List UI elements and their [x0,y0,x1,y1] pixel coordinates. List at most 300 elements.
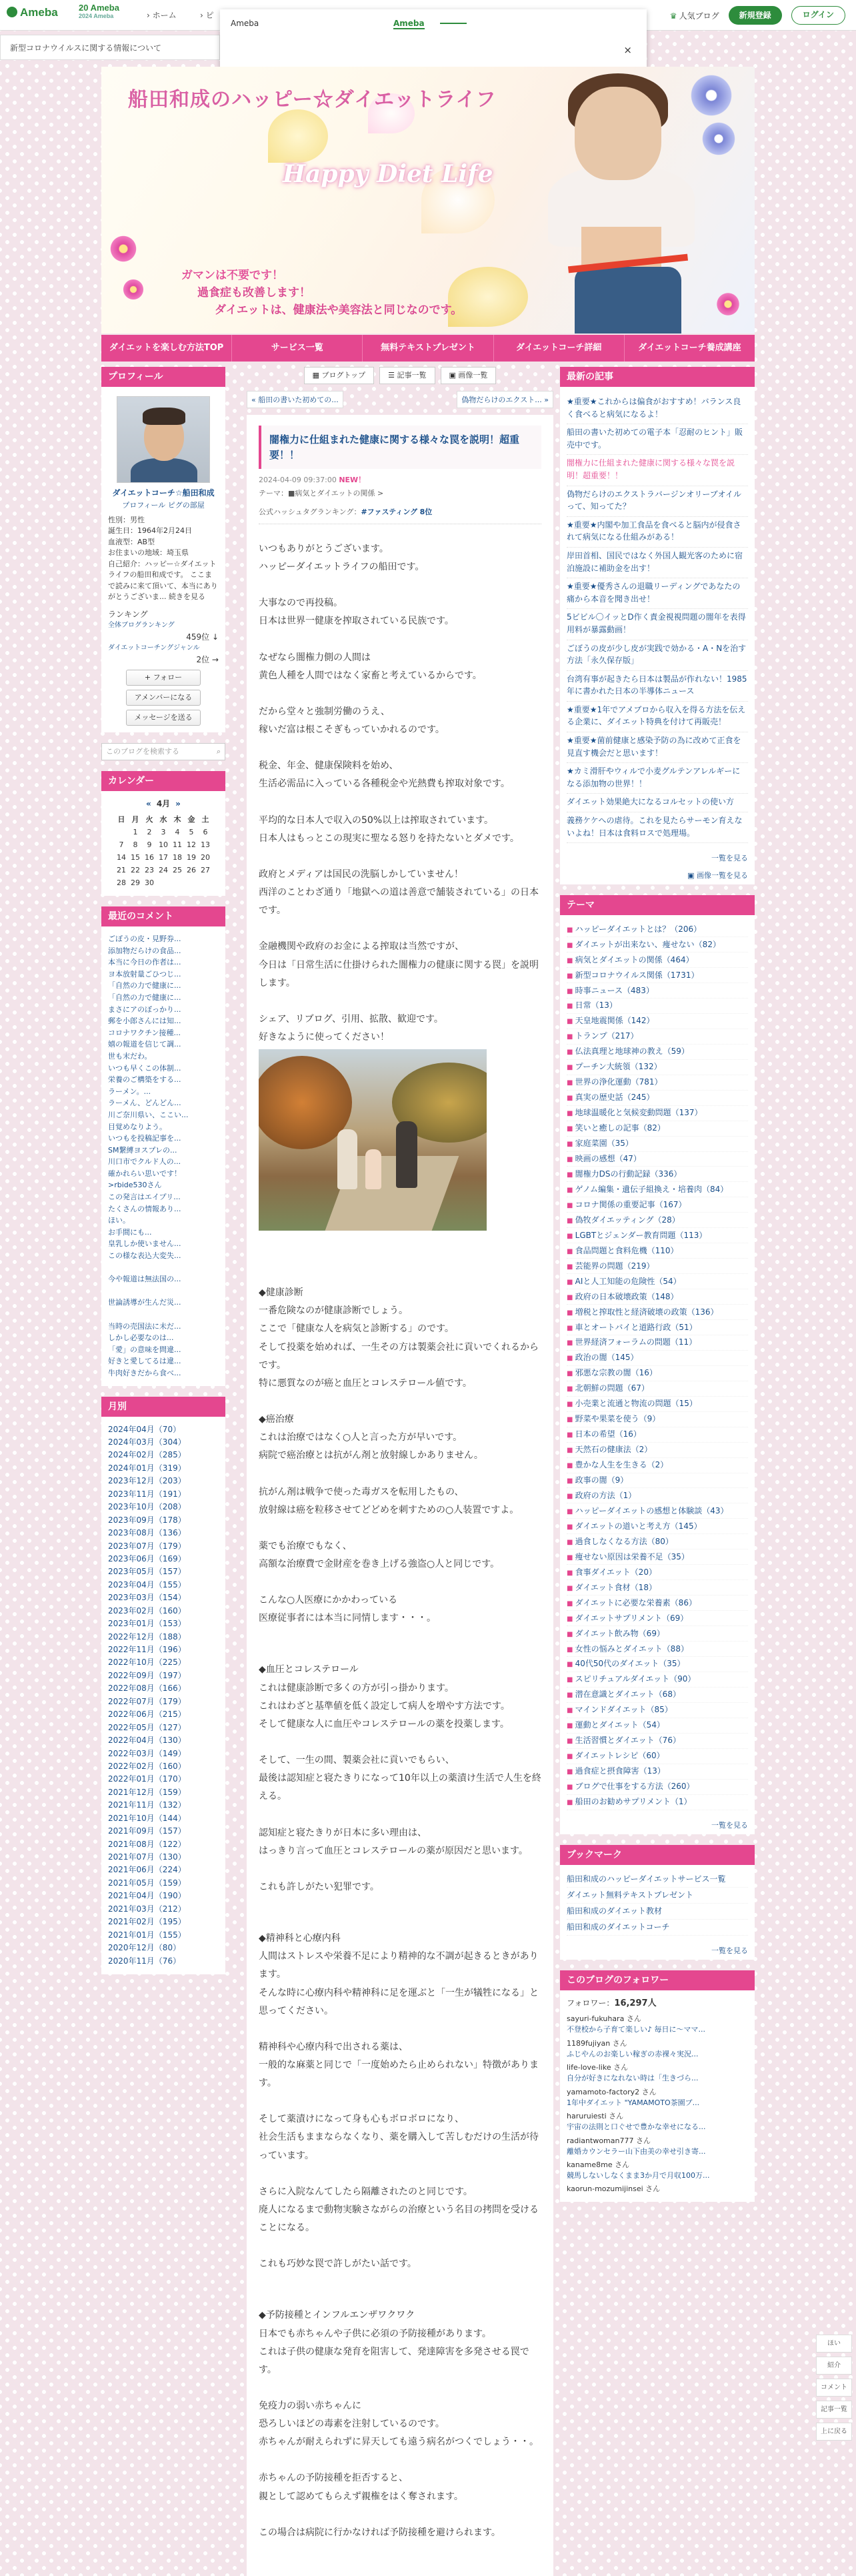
prev-article-link[interactable]: « 船田の書いた初めての... [247,391,343,408]
theme-link[interactable]: ■ 生活習慣とダイエット（76） [567,1734,748,1749]
archive-month-link[interactable]: 2021年12月（159） [108,1787,186,1797]
article-theme[interactable]: テーマ：■病気とダイエットの関係 > [259,489,384,498]
recent-comment-link[interactable]: ごぼうの皮・見野券... [108,934,181,944]
follower-blog-link[interactable]: 離婚カウンセラー山下由美の幸せ引き寄... [567,2146,706,2156]
menu-item-services[interactable]: サービス一覧 [232,335,363,362]
archive-month-link[interactable]: 2022年08月（166） [108,1684,186,1694]
archive-month-link[interactable]: 2022年11月（196） [108,1645,186,1655]
theme-link[interactable]: ■ 闇権力DSの行動記録（336） [567,1167,748,1182]
ranking-genre[interactable] [108,643,219,666]
archive-month-link[interactable]: 2021年05月（159） [108,1878,186,1888]
article-paragraph: 認知症と寝たきりが日本に多い理由は、 はっきり言って血圧とコレステロールの薬が原因だと思います。 [259,1827,528,1856]
tab-blog-top[interactable] [304,367,375,384]
article-paragraph: 税金、年金、健康保険料を始め、 生活必需品に入っている各種税金や光熱費も搾取対象です。 [259,760,510,790]
article-paragraph: 大事なので再投稿。 日本は世界一健康を搾取されている民族です。 [259,598,454,627]
article-paragraph: 精神科や心療内科で出される薬は、 一般的な麻薬と同じで「一度始めたら止められない」特徴があります。 [259,2041,539,2089]
theme-link[interactable]: ■ AIと人工知能の危険性（54） [567,1274,748,1289]
blog-title[interactable]: 船田和成のハッピー☆ダイエットライフ [128,88,497,111]
recent-entry-link[interactable]: 5ビビル〇イッとD作く責金視視問題の闇年を表得用料が暴露動画！ [567,609,748,640]
theme-link[interactable]: ■ 映画の感想（47） [567,1152,748,1167]
follower-blog-link[interactable]: ふじやんのお楽しい稼ぎの赤裸々実況... [567,2049,699,2058]
article-title[interactable]: 闇権力に仕組まれた健康に関する様々な罠を説明！超重要！！ [259,426,541,469]
header-model-image [528,67,741,334]
theme-link[interactable]: ■ ダイエットの道いと考え方（145） [567,1519,748,1534]
recent-entry-link[interactable]: 台湾有事が起きたら日本は製品が作れない！1985年に書かれた日本の半導体ニュース [567,671,748,702]
recent-comment-link[interactable] [108,1285,219,1297]
theme-link[interactable]: ■ ダイエット飲み物（69） [567,1626,748,1642]
calendar-day[interactable]: 2 [147,827,152,836]
article-paragraph: ◆癌治療 これは治療ではなく○人と言った方が早いです。 病院で癌治療とは抗がん剤と放射線しかありません。 [259,1414,483,1461]
calendar-day[interactable]: 17 [159,852,168,862]
calendar-day[interactable]: 19 [187,852,196,862]
calendar-day[interactable]: 24 [159,865,168,874]
theme-link[interactable]: ■ 世界経済フォーラムの問題（11） [567,1335,748,1351]
tab-article-list[interactable] [379,367,435,384]
theme-link[interactable]: ■ スピリチュアルダイエット（90） [567,1672,748,1688]
recent-comment-link[interactable]: 当時の売国法に未だ... [108,1321,181,1331]
menu-item-free-text[interactable]: 無料テキストプレゼント [363,335,493,362]
calendar-day[interactable]: 1 [133,827,138,836]
article-paragraph: 政府とメディアは国民の洗脳しかしていません！ 西洋のことわざ通り「地獄への道は善意で舗装されている」の日本です。 [259,868,539,916]
theme-link[interactable]: ■ 豊かな人生を生きる（2） [567,1458,748,1473]
article-paragraph: だから堂々と強制労働のうえ、 稼いだ富は根こそぎもっていかれるのです。 [259,706,445,736]
hashtag[interactable]: #ファスティング [361,508,418,516]
theme-link[interactable]: ■ 小売業と流通と物流の問題（15） [567,1397,748,1412]
calendar-weekday: 土 [201,814,209,824]
theme-link[interactable]: ■ ハッピーダイエットの感想と体験談（43） [567,1503,748,1519]
theme-link[interactable]: ■ 過食しなくなる方法（80） [567,1534,748,1549]
follower-blog-link[interactable]: 自分が好きになれない時は「生きづら... [567,2074,699,2083]
recent-comment-link[interactable] [108,1309,219,1321]
recent-comment-link[interactable]: 川ご奈川県い、ここい... [108,1110,189,1119]
theme-link[interactable]: ■ プーチン大統領（132） [567,1060,748,1075]
recent-comment-link[interactable]: 皇乳しか使いません... [108,1239,181,1249]
menu-item-top[interactable]: ダイエットを楽しむ方法TOP [101,335,232,362]
archive-month-link[interactable]: 2022年12月（188） [108,1632,186,1642]
recent-comment-link[interactable]: この発言はエイプリ... [108,1193,181,1202]
nav-blog-link[interactable]: › ピ [200,11,214,20]
recent-comment-link[interactable]: 牛肉好きだから食べ... [108,1368,181,1377]
recent-entry-link[interactable]: 偽物だらけのエクストラバージンオリーブオイルって、知ってた？ [567,486,748,517]
archive-month-link[interactable]: 2022年06月（215） [108,1710,186,1720]
theme-link[interactable]: ■ 増税と搾取性と経済破壊の政策（136） [567,1305,748,1320]
bookmark-more-link[interactable]: 一覧を見る [711,1946,748,1956]
archive-month-link[interactable]: 2021年11月（132） [108,1800,186,1810]
recent-comment-link[interactable]: ほい。 [108,1216,130,1225]
tagline-line-3: ダイエットは、健康法や美容法と同じなのです。 [215,303,463,317]
ranking-genre-value: 2位 → [196,654,219,664]
archive-month-link[interactable]: 2022年09月（197） [108,1670,186,1680]
calendar-day[interactable]: 27 [201,865,210,874]
tab-image-list-label: 画像一覧 [458,371,488,380]
calendar-day[interactable]: 25 [173,865,182,874]
theme-link[interactable]: ■ 女性の悩みとダイエット（88） [567,1642,748,1657]
profile-name[interactable]: ダイエットコーチ☆船田和成 [112,488,215,498]
calendar-day [115,826,129,838]
article [247,415,553,2576]
recent-comment-link[interactable]: まさにアのぼっかり... [108,1005,181,1014]
recent-entry-link[interactable]: ごぼうの皮が少し皮が実践で効かる・A・Nを治す方法「永久保存版」 [567,640,748,671]
article-paragraph: いつもありがとうございます。 ハッピーダイエットライフの船田です。 [259,544,425,573]
follower-user[interactable]: haruruiesti さん [567,2112,624,2121]
calendar-day[interactable]: 6 [203,827,208,836]
theme-link[interactable]: ■ 食事ダイエット（20） [567,1565,748,1580]
recent-entry-link[interactable]: ★カミ滑肝やウィルで小麦グルテンアレルギーになる添加物の世界！！ [567,763,748,794]
anniversary-badge [79,3,119,21]
theme-link[interactable]: ■ トランプ（217） [567,1029,748,1045]
theme-link[interactable]: ■ 政治の闇（145） [567,1351,748,1366]
theme-link[interactable]: ■ ゲノム編集・遺伝子組換え・培養肉（84） [567,1182,748,1197]
image-list-link[interactable] [560,867,755,884]
theme-link[interactable]: ■ 天然石の健康法（2） [567,1443,748,1458]
archive-month-link[interactable]: 2020年12月（80） [108,1943,181,1953]
signup-button[interactable]: 新規登録 [729,6,782,25]
theme-link[interactable]: ■ 船田のお勧めサプリメント（1） [567,1795,748,1810]
theme-link[interactable]: ■ 食品問題と食料危機（110） [567,1243,748,1259]
recent-comment-link[interactable]: 好きと愛してるは違... [108,1357,181,1366]
theme-link[interactable]: ■ 運動とダイエット（54） [567,1718,748,1734]
theme-link[interactable]: ■ 偽牧ダイエッティング（28） [567,1213,748,1228]
archive-month-link[interactable]: 2024年03月（304） [108,1437,186,1447]
ameba-logo[interactable] [7,6,58,19]
recent-comment-link[interactable]: ヨ本放射量ごひつじ... [108,969,181,979]
menu-item-coach[interactable]: ダイエットコーチ詳細 [494,335,625,362]
ranking-overall[interactable] [108,620,219,643]
recent-comments-box [101,906,225,1386]
message-button[interactable]: メッセージを送る [126,710,201,726]
recent-comment-link[interactable]: しかし必要なのは... [108,1333,174,1343]
calendar-day[interactable]: 28 [117,878,126,887]
calendar-day[interactable]: 8 [133,840,138,849]
follower-user[interactable]: yamamoto-factory2 さん [567,2087,657,2096]
recent-more-link[interactable]: 一覧を見る [711,854,748,863]
follower-user[interactable]: life-love-like さん [567,2063,629,2072]
profile-info-line: 血液型：AB型 [108,537,155,546]
calendar-day[interactable]: 23 [145,865,154,874]
recent-comment-link[interactable]: お手間にも... [108,1227,152,1237]
theme-link[interactable]: ■ 邪悪な宗教の闇（16） [567,1366,748,1381]
archive-box [101,1397,225,1974]
recent-comment-link[interactable] [108,1262,219,1274]
archive-month-link[interactable]: 2023年04月（155） [108,1579,186,1589]
archive-month-link[interactable]: 2023年06月（169） [108,1553,186,1563]
recent-entry-link[interactable]: ★重要★内閣や加工食品を食べると脳内が侵食されて病気になる仕組みがある！ [567,517,748,548]
calendar-day[interactable]: 7 [119,840,124,849]
profile-info-line: 性別：男性 [108,515,145,524]
calendar-day[interactable]: 29 [131,878,140,887]
recent-comment-link[interactable]: コロナワクチン接種... [108,1028,181,1037]
archive-month-link[interactable]: 2023年07月（179） [108,1541,186,1551]
recent-comment-link[interactable]: 栄養のご構築をする... [108,1075,181,1085]
nav-home-link[interactable]: › ホーム [147,11,177,20]
theme-link[interactable]: ■ 家庭菜園（35） [567,1137,748,1152]
image-list-label: 画像一覧を見る [697,871,748,880]
recent-entry-link[interactable]: ダイエット効果絶大になるコルセットの使い方 [567,794,748,812]
login-button[interactable]: ログイン [791,6,845,25]
bookmark-link[interactable]: 船田和成のダイエットコーチ [567,1920,748,1936]
recent-entry-link[interactable]: ★重要★優秀さんの退職リーディングであなたの痛から本音を聞き出せ！ [567,578,748,609]
home-icon: ▦ [312,371,322,380]
article-paragraph: そして、一生の間、製薬会社に貢いでもらい、 最後は認知症と寝たきりになって10年以上の薬漬け生活で人生を終える。 [259,1755,541,1802]
recent-comment-link[interactable]: 「自然の力で健康に... [108,981,181,991]
theme-link[interactable]: ■ 時事ニュース（483） [567,983,748,999]
archive-month-link[interactable]: 2023年03月（154） [108,1593,186,1603]
theme-link[interactable]: ■ LGBTとジェンダー教育問題（113） [567,1228,748,1243]
archive-month-link[interactable]: 2023年10月（208） [108,1502,186,1512]
recent-entry-link[interactable]: 船田の書いた初めての電子本「忍耐のヒント」販売中です。 [567,424,748,455]
overlay-label-center[interactable]: Ameba [393,19,425,28]
recent-comment-link[interactable]: ラーメん、どんどん... [108,1099,181,1108]
calendar-box [101,771,225,896]
archive-month-link[interactable]: 2021年07月（130） [108,1852,186,1862]
popular-blogs-label: 人気ブログ [679,11,719,21]
calendar-day[interactable]: 14 [117,852,126,862]
recent-comment-link[interactable]: この様な表込大変失... [108,1251,181,1261]
follower-user[interactable]: kaname8me さん [567,2160,630,2170]
theme-link[interactable]: ■ 芸能界の問題（219） [567,1259,748,1274]
recent-comment-link[interactable]: 世も末だわ。 [108,1051,152,1061]
archive-month-link[interactable]: 2022年02月（160） [108,1761,186,1771]
archive-month-link[interactable]: 2024年04月（70） [108,1424,181,1434]
archive-month-link[interactable]: 2021年02月（195） [108,1917,186,1927]
archive-month-link[interactable]: 2023年08月（136） [108,1528,186,1538]
floating-share[interactable]: 紹介 [816,2357,852,2375]
theme-link[interactable]: ■ 新型コロナウイルス関係（1731） [567,968,748,983]
amember-button[interactable]: アメンバーになる [126,690,201,706]
new-badge: NEW！ [339,476,366,484]
theme-link[interactable]: ■ 野菜や果菜を使う（9） [567,1412,748,1427]
ad-overlay [220,9,647,69]
follower-user[interactable]: sayuri-fukuhara さん [567,2014,641,2024]
article-paragraph: こんな○人医療にかかわっている 医療従事者には本当に同情します・・・。 [259,1595,436,1624]
recent-entry-link[interactable]: 義務ケケへの虐待。これを見たらサーモン育えないよね！日本は食料ロスで処理場。 [567,812,748,843]
follower-user[interactable]: radiantwoman777 さん [567,2136,651,2145]
theme-link[interactable]: ■ 政府の方法（1） [567,1488,748,1503]
calendar-day[interactable]: 13 [201,840,210,849]
recent-comment-link[interactable]: 「愛」の意味を問違... [108,1345,181,1354]
theme-link[interactable]: ■ マインドダイエット（85） [567,1703,748,1718]
theme-link[interactable]: ■ 過食症と摂食障害（13） [567,1764,748,1780]
archive-month-link[interactable]: 2022年04月（130） [108,1736,186,1746]
follower-blog-link[interactable]: 不登校から子育て楽しい♪ 毎日に〜ママ... [567,2025,706,2034]
theme-link[interactable]: ■ 痩せない原因は栄養不足（35） [567,1549,748,1565]
calendar-day[interactable]: 3 [161,827,166,836]
recent-comment-link[interactable]: たくさんの情報あり... [108,1204,181,1213]
calendar-day[interactable]: 5 [189,827,194,836]
recent-comment-link[interactable]: 確かれらい思いです！ [108,1169,181,1178]
avatar[interactable] [117,396,210,483]
theme-link[interactable]: ■ ダイエットレシピ（60） [567,1749,748,1764]
calendar-day[interactable]: 12 [187,840,196,849]
theme-link[interactable]: ■ 世界の浄化運動（781） [567,1075,748,1091]
archive-month-link[interactable]: 2021年04月（190） [108,1891,186,1901]
image-icon: ▣ [449,371,459,380]
notice-link[interactable]: 新型コロナウイルスに関する情報について [0,35,220,60]
archive-month-link[interactable]: 2022年05月（127） [108,1722,186,1732]
theme-heading: テーマ [560,895,755,915]
archive-month-link[interactable]: 2023年11月（191） [108,1489,186,1499]
follow-button[interactable]: + フォロー [126,670,201,686]
theme-link[interactable]: ■ ダイエット食材（18） [567,1580,748,1595]
theme-link[interactable]: ■ 真実の歴史話（245） [567,1091,748,1106]
theme-link[interactable]: ■ 仏法真理と地球神の教え（59） [567,1045,748,1060]
follower-user[interactable]: 1189fujiyan さん [567,2038,627,2048]
theme-link[interactable]: ■ 北朝鮮の問題（67） [567,1381,748,1397]
archive-month-link[interactable]: 2024年01月（319） [108,1463,186,1473]
calendar-day[interactable]: 15 [131,852,140,862]
floating-back-to-top[interactable]: 上に戻る [816,2423,852,2441]
search-icon[interactable]: ⌕ [216,747,221,756]
calendar-day[interactable]: 9 [147,840,152,849]
recent-comment-link[interactable]: 今や報道は無法国の... [108,1275,181,1284]
theme-box [560,895,755,1834]
theme-link[interactable]: ■ 地球温暖化と気候変動問題（137） [567,1106,748,1121]
theme-link[interactable]: ■ ダイエットに必要な栄養素（86） [567,1595,748,1611]
theme-link[interactable]: ■ 政府の日本破壊政策（148） [567,1289,748,1305]
pink-flower-icon [121,277,145,301]
archive-month-link[interactable]: 2022年10月（225） [108,1658,186,1668]
archive-month-link[interactable]: 2023年02月（160） [108,1605,186,1616]
archive-heading: 月別 [101,1397,225,1417]
article-photo[interactable] [259,1049,487,1231]
recent-entry-link[interactable]: 闇権力に仕組まれた健康に関する様々な罠を説明！超重要！！ [567,455,748,486]
theme-link[interactable]: ■ 40代50代のダイエット（35） [567,1657,748,1672]
bookmark-box [560,1845,755,1960]
archive-month-link[interactable]: 2021年10月（144） [108,1813,186,1823]
next-article-link[interactable]: 偽物だらけのエクスト... » [457,391,553,408]
right-sidebar [560,367,755,2212]
profile-info [108,515,219,603]
recent-comment-link[interactable]: 本当に今日の作者は... [108,958,181,967]
recent-comment-link[interactable]: SM繋縛ヨスプレの... [108,1145,177,1155]
blog-search-input[interactable] [101,743,225,760]
calendar-grid [115,813,213,889]
archive-month-link[interactable]: 2022年03月（149） [108,1748,186,1758]
overlay-label-left: Ameba [231,19,259,28]
article-paragraph: シェア、リブログ、引用、拡散、歓迎です。 好きなように使ってください！ [259,1013,443,1043]
calendar-day[interactable]: 26 [187,865,196,874]
close-icon[interactable]: × [623,44,632,56]
calendar-day[interactable]: 22 [131,865,140,874]
theme-link[interactable]: ■ 潜在意識とダイエット（68） [567,1688,748,1703]
recent-comment-link[interactable]: いつもを投稿記事を... [108,1134,181,1143]
calendar-day[interactable]: 16 [145,852,154,862]
recent-entry-link[interactable]: ★重要★これからは偏食がおすすめ！バランス良く食べると病気になるよ！ [567,394,748,424]
image-icon: ▣ [687,871,697,880]
floating-like[interactable]: ほい [816,2335,852,2353]
calendar-day[interactable]: 10 [159,840,168,849]
bookmark-link[interactable]: 船田和成のハッピーダイエットサービス一覧 [567,1872,748,1888]
follower-blog-link[interactable]: 1年中ダイエット "YAMAMOTO茶園ブ... [567,2098,700,2107]
archive-month-link[interactable]: 2023年12月（203） [108,1476,186,1486]
hashtag-ranking[interactable] [259,506,541,524]
article-meta [259,474,541,485]
theme-link[interactable]: ■ 車とオートバイと道路行政（51） [567,1320,748,1335]
archive-month-link[interactable]: 2024年02月（285） [108,1450,186,1460]
archive-month-link[interactable]: 2021年03月（212） [108,1904,186,1914]
recent-comment-link[interactable]: 川口市でクルド人の... [108,1157,181,1167]
archive-month-link[interactable]: 2021年06月（224） [108,1865,186,1875]
bookmark-link[interactable]: ダイエット無料テキストプレゼント [567,1888,748,1904]
theme-link[interactable]: ■ ハッピーダイエットとは？（206） [567,922,748,937]
recent-entry-link[interactable]: ★重要★菌前健康と感染予防の為に改めて正食を見直す機会だと思います！ [567,732,748,763]
ameba-logo-icon [7,7,17,17]
calendar-month-label: 4月 [156,799,171,809]
recent-entry-link[interactable]: 岸田首相、国民ではなく外国人観光客のために宿泊施設に補助金を出す！ [567,548,748,578]
theme-link[interactable]: ■ ブログで仕事をする方法（260） [567,1780,748,1795]
recent-entry-link[interactable]: ★重要★1年でアメブロから収入を得る方法を伝える企業に、ダイエット特典を付けて再販売！ [567,702,748,732]
theme-link[interactable]: ■ 病気とダイエットの関係（464） [567,952,748,968]
recent-comment-link[interactable]: 「自然の力で健康に... [108,993,181,1002]
theme-link[interactable]: ■ 笑いと癒しの記事（82） [567,1121,748,1137]
theme-more-link[interactable]: 一覧を見る [711,1820,748,1830]
calendar-next[interactable]: » [175,799,181,809]
calendar-day[interactable]: 4 [175,827,180,836]
calendar-day[interactable]: 30 [145,878,154,887]
archive-month-link[interactable]: 2023年05月（157） [108,1567,186,1577]
calendar-day [157,876,171,889]
theme-link[interactable]: ■ 日本の希望（16） [567,1427,748,1443]
follower-blog-link[interactable]: 競馬しないしなくまま3か月で月収100万... [567,2171,710,2180]
search-placeholder: このブログを検索する [106,747,179,756]
profile-info-line: お住まいの地域：埼玉県 [108,548,189,558]
archive-month-link[interactable]: 2022年07月（179） [108,1696,186,1706]
archive-month-link[interactable]: 2021年08月（122） [108,1839,186,1849]
follower-blog-link[interactable]: 宇宙の法則と口ぐせで豊かな幸せになる... [567,2122,706,2132]
theme-link[interactable]: ■ コロナ関係の重要記事（167） [567,1197,748,1213]
recent-comment-link[interactable]: 目覚めなりよう。 [108,1122,167,1131]
theme-link[interactable]: ■ ダイエットサプリメント（69） [567,1611,748,1626]
archive-month-link[interactable]: 2020年11月（76） [108,1956,181,1966]
theme-link[interactable]: ■ ダイエットが出来ない、痩せない（82） [567,937,748,952]
tab-image-list[interactable] [441,367,497,384]
calendar-weekday: 火 [145,814,153,824]
calendar-day[interactable]: 18 [173,852,182,862]
popular-blogs-link[interactable] [670,10,719,21]
theme-link[interactable]: ■ 日常（13） [567,999,748,1014]
recent-comment-link[interactable]: ラーメン。... [108,1087,151,1096]
menu-item-course[interactable]: ダイエットコーチ養成講座 [638,343,741,353]
profile-links[interactable]: プロフィール ピグの部屋 [122,500,205,510]
calendar-day[interactable]: 21 [117,865,126,874]
archive-month-link[interactable]: 2021年01月（155） [108,1930,186,1940]
recent-comment-link[interactable]: 嬉の報道を信じて調... [108,1040,181,1049]
calendar-month [108,798,219,810]
pink-flower-icon [715,291,741,317]
calendar-day[interactable]: 20 [201,852,210,862]
anniversary-number: 20 [79,3,89,13]
calendar-day[interactable]: 11 [173,840,182,849]
recent-comment-link[interactable]: 世論誘導が生んだ災... [108,1298,181,1307]
recent-comment-link[interactable]: >rbide530さん [108,1181,162,1190]
blog-header [101,67,755,334]
archive-month-link[interactable]: 2023年01月（153） [108,1619,186,1629]
theme-link[interactable]: ■ 政事の闇（9） [567,1473,748,1489]
anniversary-year: 2024 Ameba [79,13,114,19]
archive-month-link[interactable]: 2023年09月（178） [108,1515,186,1525]
archive-month-link[interactable]: 2022年01月（170） [108,1774,186,1784]
recent-comment-link[interactable]: 郵を小郎さんには知... [108,1017,181,1026]
theme-link[interactable]: ■ 天皇地震関係（142） [567,1014,748,1029]
bookmark-link[interactable]: 船田和成のダイエット教材 [567,1904,748,1920]
calendar-prev[interactable]: « [146,799,151,809]
archive-month-link[interactable]: 2021年09月（157） [108,1826,186,1836]
floating-comment[interactable]: コメント [816,2379,852,2397]
recent-comment-link[interactable]: いつも早くこの体制... [108,1063,181,1073]
recent-comment-link[interactable]: 添加物だらけの食品... [108,946,181,955]
follower-user[interactable]: kaorun-mozumijinsei さん [567,2184,661,2194]
floating-article-list[interactable]: 記事一覧 [816,2401,852,2419]
